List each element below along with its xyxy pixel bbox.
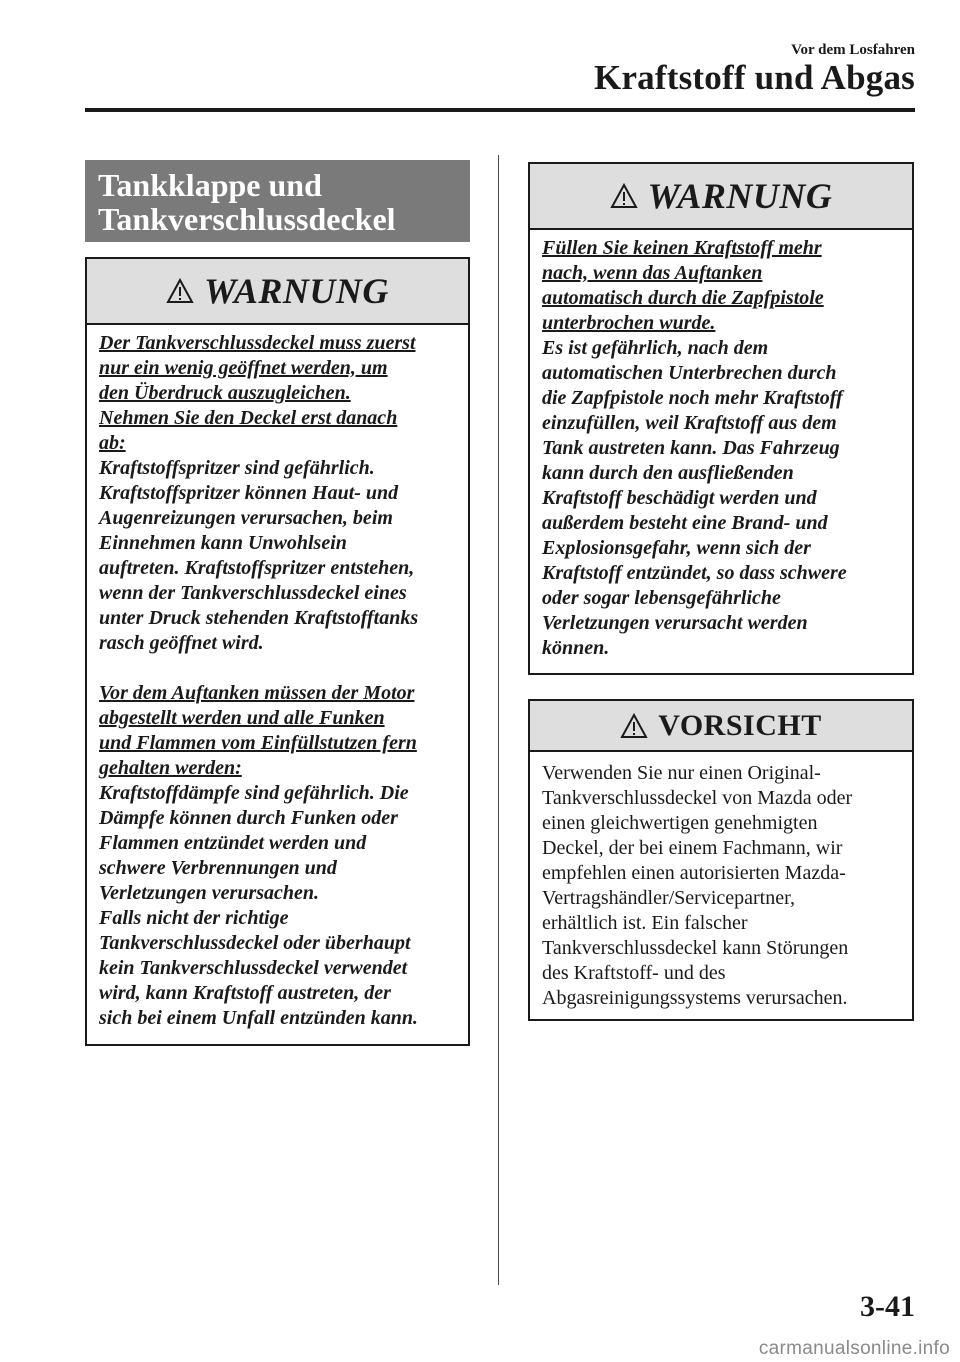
chapter-label: Vor dem Losfahren [791,42,915,58]
warning-1-text-line: Flammen entzündet werden und [99,832,367,854]
warning-box-1-label: WARNUNG [204,271,389,311]
warning-box-1-body [87,325,468,1039]
warning-1-text-line: wenn der Tankverschlussdeckel eines [99,582,407,604]
warning-2-text-line: einzufüllen, weil Kraftstoff aus dem [542,412,837,434]
caution-text-line: Tankverschlussdeckel kann Störungen [542,937,849,959]
warning-2-text-line: können. [542,637,610,659]
warning-1-text-line: Kraftstoffdämpfe sind gefährlich. Die [99,782,409,804]
header-rule [85,108,915,112]
paragraph-gap [99,656,458,681]
warning-1-text-line: sich bei einem Unfall entzünden kann. [99,1007,418,1029]
warning-2-text-line: außerdem besteht eine Brand- und [542,512,828,534]
caution-text-line: des Kraftstoff- und des [542,962,726,984]
warning-1-text-line: Tankverschlussdeckel oder überhaupt [99,932,411,954]
warning-1-text-line: Falls nicht der richtige [99,907,289,929]
warning-1-text-line: Augenreizungen verursachen, beim [99,507,393,529]
caution-box [528,699,914,1021]
warning-1-text-line: rasch geöffnet wird. [99,632,264,654]
warning-1-text-line: Verletzungen verursachen. [99,882,320,904]
caution-text-line: Tankverschlussdeckel von Mazda oder [542,787,853,809]
warning-2-text-line: Kraftstoff entzündet, so dass schwere [542,562,847,584]
caution-text-line: Deckel, der bei einem Fachmann, wir [542,837,843,859]
caution-text-line: empfehlen einen autorisierten Mazda- [542,862,846,884]
warning-2-text-line: kann durch den ausfließenden [542,462,794,484]
warning-box-2-body [530,230,912,669]
warning-1-text-line: unter Druck stehenden Kraftstofftanks [99,607,419,629]
warning-triangle-icon [166,278,194,304]
warning-2-text-line: Es ist gefährlich, nach dem [542,337,769,359]
warning-2-instruction-line: automatisch durch die Zapfpistole [542,287,824,309]
warning-1-text-line: kein Tankverschlussdeckel verwendet [99,957,408,979]
section-title-line-2: Tankverschlussdeckel [98,201,396,237]
warning-2-text-line: Explosionsgefahr, wenn sich der [542,537,811,559]
warning-box-1-header [87,259,468,325]
warning-box-2-label: WARNUNG [647,176,833,216]
caution-text-line: Vertragshändler/Servicepartner, [542,887,795,909]
warning-1-text-line: auftreten. Kraftstoffspritzer entstehen, [99,557,415,579]
page-number: 3-41 [860,1290,915,1323]
warning-1-text-line: Dämpfe können durch Funken oder [99,807,398,829]
warning-box-2-header [530,164,912,230]
warning-box-1 [85,257,470,1046]
warning-1-text-line: Kraftstoffspritzer können Haut- und [99,482,399,504]
warning-1-text-line: Einnehmen kann Unwohlsein [99,532,347,554]
warning-1-text-line: Kraftstoffspritzer sind gefährlich. [99,457,375,479]
warning-1-text-line: schwere Verbrennungen und [99,857,337,879]
caution-text-line: erhältlich ist. Ein falscher [542,912,748,934]
section-title-line-1: Tankklappe und [98,167,322,203]
caution-text-line: Verwenden Sie nur einen Original- [542,762,821,784]
warning-1-instruction-line: und Flammen vom Einfüllstutzen fern [99,732,417,754]
warning-2-instruction-line: unterbrochen wurde. [542,312,716,334]
warning-2-text-line: die Zapfpistole noch mehr Kraftstoff [542,387,843,409]
warning-1-instruction-line: Nehmen Sie den Deckel erst danach [99,407,398,429]
warning-2-instruction-line: Füllen Sie keinen Kraftstoff mehr [542,237,822,259]
warning-1-instruction-line: ab: [99,432,126,454]
warning-1-instruction-line: den Überdruck auszugleichen. [99,382,351,404]
caution-box-header [530,701,912,752]
caution-text-line: Abgasreinigungssystems verursachen. [542,987,848,1009]
warning-1-instruction-line: abgestellt werden und alle Funken [99,707,385,729]
warning-1-text-line: wird, kann Kraftstoff austreten, der [99,982,391,1004]
warning-2-text-line: oder sogar lebensgefährliche [542,587,781,609]
section-title [85,160,470,242]
caution-text-line: einen gleichwertigen genehmigten [542,812,818,834]
warning-triangle-icon [610,183,638,209]
warning-triangle-icon [620,713,648,739]
warning-2-text-line: Verletzungen verursacht werden [542,612,808,634]
warning-1-instruction-line: nur ein wenig geöffnet werden, um [99,357,388,379]
watermark-text: carmanualsonline.info [758,1338,950,1359]
warning-2-text-line: Tank austreten kann. Das Fahrzeug [542,437,840,459]
caution-box-body [530,752,912,1021]
warning-box-2 [528,162,914,675]
warning-2-text-line: Kraftstoff beschädigt werden und [542,487,817,509]
warning-1-instruction-line: Der Tankverschlussdeckel muss zuerst [99,332,416,354]
warning-1-instruction-line: Vor dem Auftanken müssen der Motor [99,682,415,704]
warning-2-instruction-line: nach, wenn das Auftanken [542,262,763,284]
warning-2-text-line: automatischen Unterbrechen durch [542,362,837,384]
column-divider [498,155,499,1285]
page-header-title: Kraftstoff und Abgas [594,58,915,97]
warning-1-instruction-line: gehalten werden: [99,757,242,779]
caution-box-label: VORSICHT [658,708,822,742]
